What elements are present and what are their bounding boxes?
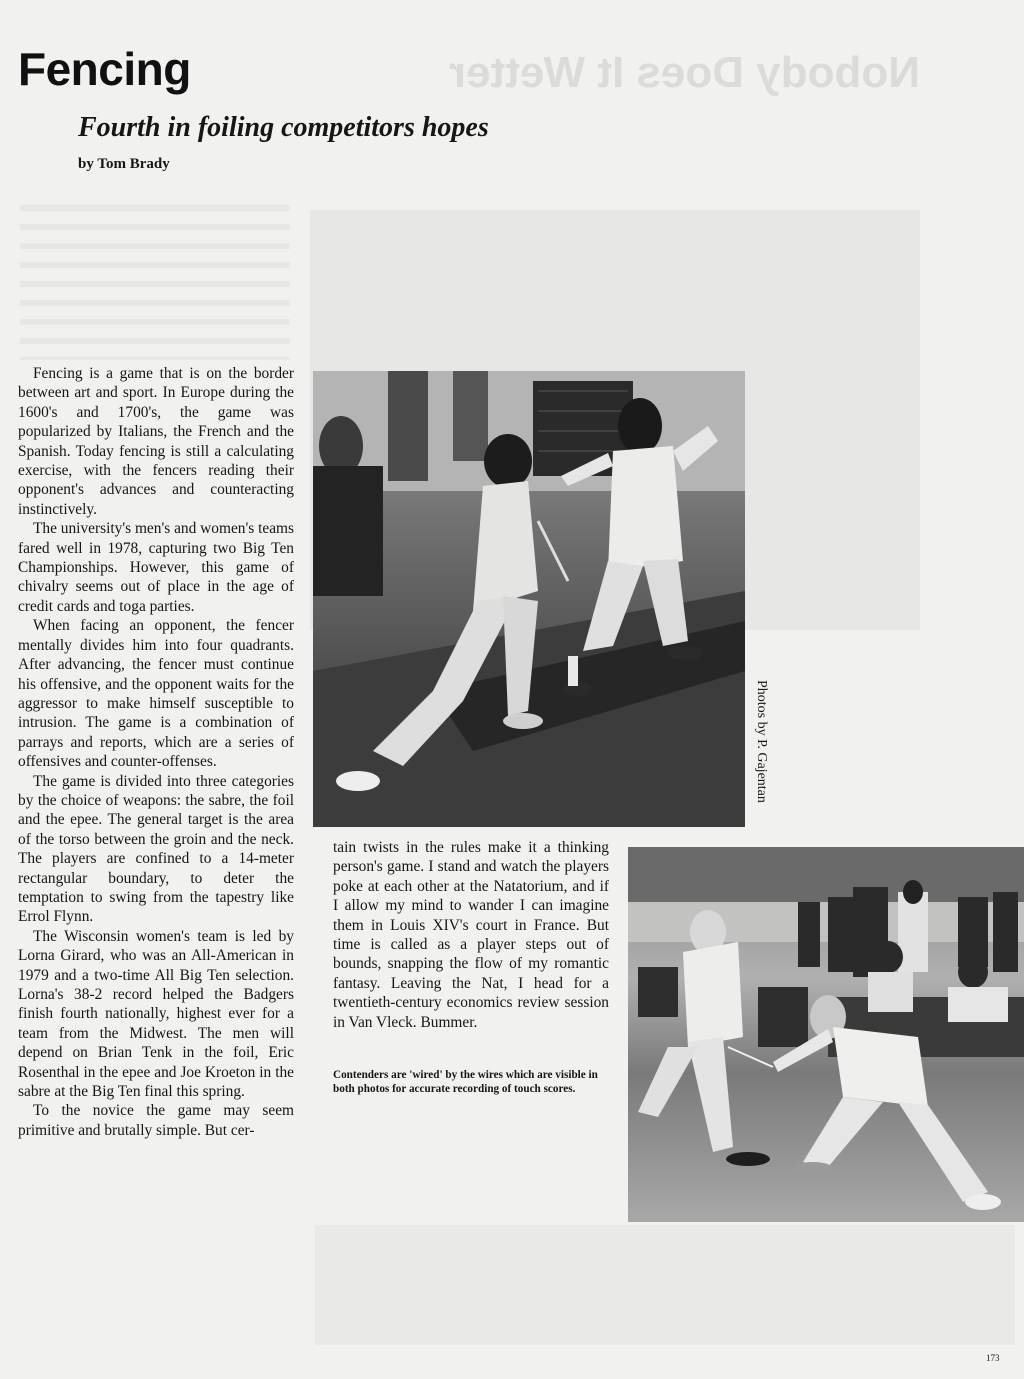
fencing-bout-illustration [313,371,745,827]
article-column-2 [333,838,609,1032]
bleed-through-text [20,205,290,360]
photo-credit-text: Photos by P. Gajentan [754,680,769,803]
paragraph: When facing an opponent, the fencer mentally divides him into four quadrants. After advancing, the fencer must continue his offensive, and the opponent waits for the aggressor to make himself susceptible to intrusion. The game is a combination of parrays and reports, which are a series of offensives and counter-offenses. [18,617,294,771]
article-column-1 [18,364,294,1222]
article-subtitle: Fourth in foiling competitors hopes [78,112,489,143]
fencing-gym-photo [628,847,1024,1222]
page-number: 173 [986,1353,1000,1363]
paragraph: tain twists in the rules make it a thinking person's game. I stand and watch the players poke at each other at the Natatorium, and if I allow my mind to wander I can imagine them in Louis XIV's court in France. But time is called as a player steps out of bounds, snapping the flow of my romantic fantasy. Leaving the Nat, I head for a twentieth-century economics review session in Van Vleck. Bummer. [333,839,609,1031]
paragraph: The university's men's and women's teams fared well in 1978, capturing two Big Ten Championships. However, this game of chivalry seems out of place in the age of credit cards and toga parties. [18,520,294,615]
paragraph: The Wisconsin women's team is led by Lorna Girard, who was an All-American in 1979 and a two-time All Big Ten selection. Lorna's 38-2 record helped the Badgers finish fourth nationally, highest ever for a team from the Midwest. The men will depend on Brian Tenk in the foil, Eric Rosenthal in the epee and Joe Kroeton in the sabre at the Big Ten final this spring. [18,927,294,1101]
photo-caption: Contenders are 'wired' by the wires which are visible in both photos for accurate recording of touch scores. [333,1069,598,1095]
paragraph: To the novice the game may seem primitive and brutally simple. But cer- [18,1102,294,1139]
bleed-through-photo-bottom [315,1225,1015,1345]
paragraph: The game is divided into three categories by the choice of weapons: the sabre, the foil and the epee. The general target is the area of the torso between the groin and the neck. The players are confined to a 14-meter rectangular boundary, to deter the temptation to swing from the tapestry like Errol Flynn. [18,772,294,926]
fencing-gym-illustration [628,847,1024,1222]
photo-credit [747,680,777,820]
fencing-bout-photo [313,371,745,827]
article-title: Fencing [18,43,191,95]
bleed-through-heading: Nobody Does It Wetter [448,48,920,97]
paragraph: Fencing is a game that is on the border between art and sport. In Europe during the 1600's and 1700's, the game was popularized by Italians, the French and the Spanish. Today fencing is still a calculating exercise, with the fencers reading their opponent's advances and counteracting instinctively. [18,365,294,518]
article-byline: by Tom Brady [78,156,170,172]
